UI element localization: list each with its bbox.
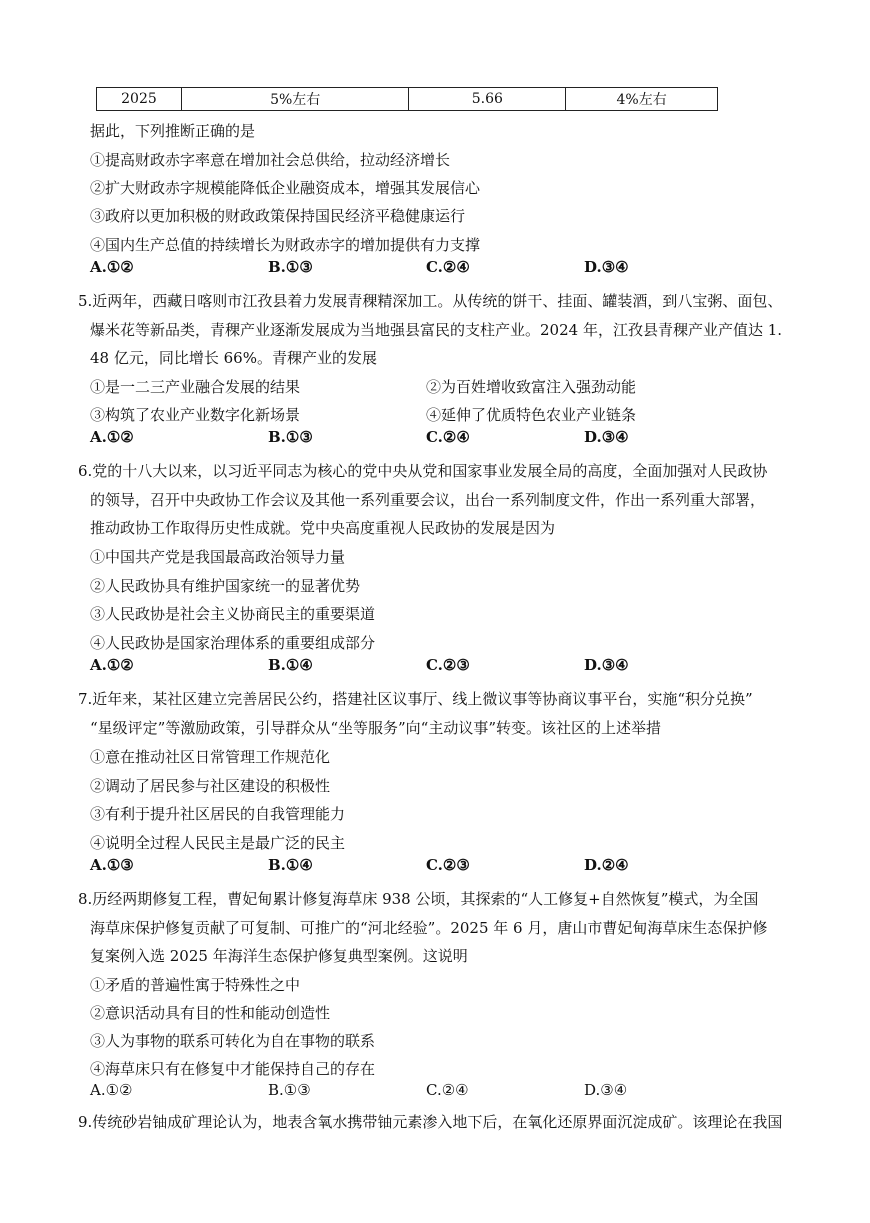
q5-option-3: ③构筑了农业产业数字化新场景 (90, 406, 301, 424)
q5-option-2: ②为百姓增收致富注入强劲动能 (426, 378, 637, 396)
q6-choices (90, 656, 730, 678)
q6-option-4: ④人民政协是国家治理体系的重要组成部分 (90, 634, 376, 652)
q7-choices (90, 856, 730, 878)
q5-stem-line-2: 爆米花等新品类，青稞产业逐渐发展成为当地强县富民的支柱产业。2024 年，江孜县青稞产业产值达 1. (90, 321, 783, 339)
q7-option-4: ④说明全过程人民民主是最广泛的民主 (90, 834, 346, 852)
q8-stem-line-3: 复案例入选 2025 年海洋生态保护修复典型案例。这说明 (90, 947, 468, 965)
q5-choice-d[interactable]: D.③④ (584, 428, 629, 446)
q6-choice-d[interactable]: D.③④ (584, 656, 629, 674)
q6-stem-line-2: 的领导，召开中央政协工作会议及其他一系列重要会议，出台一系列制度文件，作出一系列重大部署， (90, 491, 766, 509)
q4-option-4: ④国内生产总值的持续增长为财政赤字的增加提供有力支撑 (90, 236, 481, 254)
q9-stem-line-1: 9.传统砂岩铀成矿理论认为，地表含氧水携带铀元素渗入地下后，在氧化还原界面沉淀成矿。该理论在我国 (78, 1113, 783, 1131)
q5-option-4: ④延伸了优质特色农业产业链条 (426, 406, 637, 424)
q6-stem-line-3: 推动政协工作取得历史性成就。党中央高度重视人民政协的发展是因为 (90, 519, 556, 537)
table-cell-deficit-rate: 4%左右 (566, 88, 718, 111)
q4-choice-a[interactable]: A.①② (90, 258, 134, 276)
q8-stem-line-2: 海草床保护修复贡献了可复制、可推广的“河北经验”。2025 年 6 月，唐山市曹妃甸海草床生态保护修 (90, 919, 768, 937)
q5-option-1: ①是一二三产业融合发展的结果 (90, 378, 301, 396)
q4-choice-d[interactable]: D.③④ (584, 258, 629, 276)
q4-choices (90, 258, 730, 280)
q4-choice-b[interactable]: B.①③ (268, 258, 313, 276)
q5-choice-a[interactable]: A.①② (90, 428, 134, 446)
q5-stem-line-3: 48 亿元，同比增长 66%。青稞产业的发展 (90, 349, 377, 367)
q8-choice-c[interactable]: C.②④ (426, 1081, 469, 1099)
q4-option-3: ③政府以更加积极的财政政策保持国民经济平稳健康运行 (90, 207, 466, 225)
q8-choice-d[interactable]: D.③④ (584, 1081, 628, 1099)
q8-stem-line-1: 8.历经两期修复工程，曹妃甸累计修复海草床 938 公顷，其探索的“人工修复+自然恢复”模式，为全国 (78, 890, 759, 908)
q6-option-2: ②人民政协具有维护国家统一的显著优势 (90, 577, 361, 595)
q8-option-3: ③人为事物的联系可转化为自在事物的联系 (90, 1032, 376, 1050)
q8-option-4: ④海草床只有在修复中才能保持自己的存在 (90, 1060, 376, 1078)
q7-option-3: ③有利于提升社区居民的自我管理能力 (90, 805, 346, 823)
q4-choice-c[interactable]: C.②④ (426, 258, 470, 276)
q7-option-1: ①意在推动社区日常管理工作规范化 (90, 748, 331, 766)
q8-choice-a[interactable]: A.①② (90, 1081, 133, 1099)
table-cell-year: 2025 (97, 88, 182, 111)
q7-choice-a[interactable]: A.①③ (90, 856, 134, 874)
q8-option-2: ②意识活动具有目的性和能动创造性 (90, 1004, 331, 1022)
q5-choice-c[interactable]: C.②④ (426, 428, 470, 446)
table-cell-value: 5.66 (409, 88, 566, 111)
data-table (96, 87, 718, 111)
q6-option-3: ③人民政协是社会主义协商民主的重要渠道 (90, 605, 376, 623)
q8-choice-b[interactable]: B.①③ (268, 1081, 311, 1099)
q6-choice-a[interactable]: A.①② (90, 656, 134, 674)
q7-choice-d[interactable]: D.②④ (584, 856, 629, 874)
table-row (97, 88, 718, 111)
q4-option-1: ①提高财政赤字率意在增加社会总供给，拉动经济增长 (90, 151, 451, 169)
q7-choice-c[interactable]: C.②③ (426, 856, 470, 874)
q6-choice-b[interactable]: B.①④ (268, 656, 313, 674)
q5-stem-line-1: 5.近两年，西藏日喀则市江孜县着力发展青稞精深加工。从传统的饼干、挂面、罐装酒，到八宝粥、面包、 (78, 292, 783, 310)
q7-stem-line-2: “星级评定”等激励政策，引导群众从“坐等服务”向“主动议事”转变。该社区的上述举措 (90, 719, 662, 737)
q4-stem-tail: 据此，下列推断正确的是 (90, 122, 256, 140)
q6-option-1: ①中国共产党是我国最高政治领导力量 (90, 548, 346, 566)
q7-choice-b[interactable]: B.①④ (268, 856, 313, 874)
q4-option-2: ②扩大财政赤字规模能降低企业融资成本，增强其发展信心 (90, 179, 481, 197)
q5-choices (90, 428, 730, 450)
q6-choice-c[interactable]: C.②③ (426, 656, 470, 674)
q6-stem-line-1: 6.党的十八大以来，以习近平同志为核心的党中央从党和国家事业发展全局的高度，全面加强对人民政协 (78, 462, 768, 480)
q8-choices (90, 1081, 730, 1103)
q8-option-1: ①矛盾的普遍性寓于特殊性之中 (90, 976, 301, 994)
q7-option-2: ②调动了居民参与社区建设的积极性 (90, 777, 331, 795)
q5-choice-b[interactable]: B.①③ (268, 428, 313, 446)
q7-stem-line-1: 7.近年来，某社区建立完善居民公约，搭建社区议事厅、线上微议事等协商议事平台，实施“积分兑换” (78, 690, 753, 708)
table-cell-growth-target: 5%左右 (181, 88, 409, 111)
